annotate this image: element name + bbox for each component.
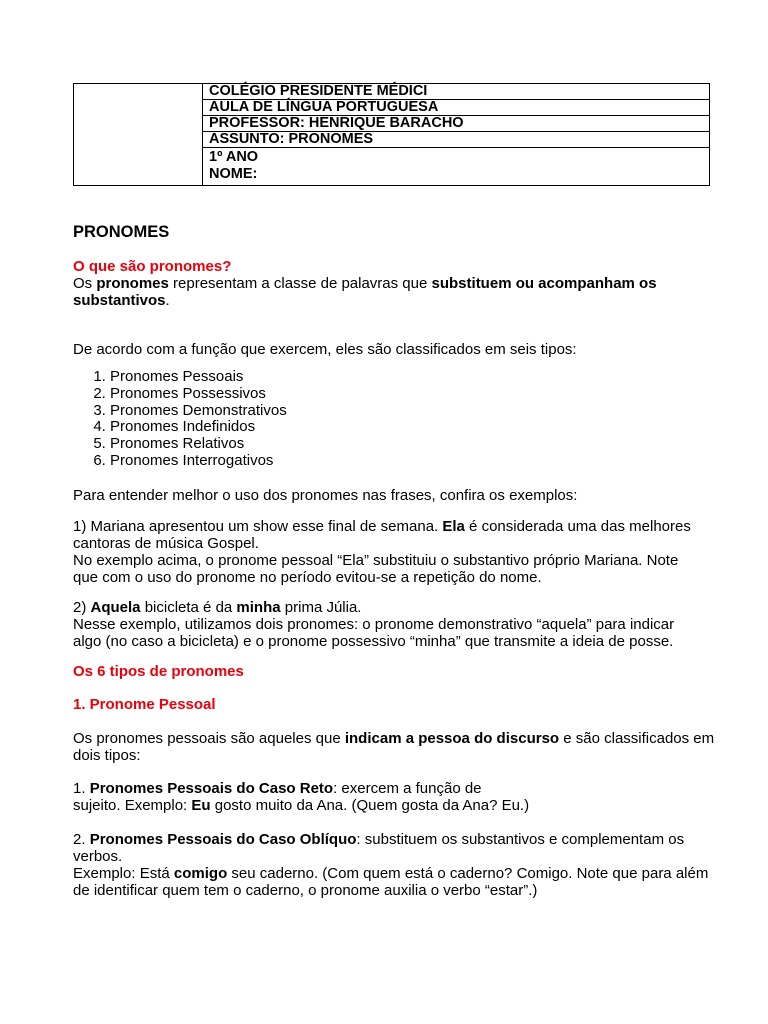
classification-text: De acordo com a função que exercem, eles são classificados em seis tipos: <box>73 341 577 358</box>
student-name-label: NOME: <box>209 166 258 182</box>
year: 1º ANO <box>209 149 259 165</box>
header-table <box>73 83 710 186</box>
list-item: 4. Pronomes Indefinidos <box>110 419 287 436</box>
reto-line-1: 1. Pronomes Pessoais do Caso Reto: exercem a função de <box>73 780 482 797</box>
example-2: 2) Aquela bicicleta é da minha prima Júlia. <box>73 599 362 616</box>
example-1: 1) Mariana apresentou um show esse final de semana. Ela é considerada uma das melhores cantoras de música Gospel. <box>73 518 691 552</box>
obliquo-paragraph: 2. Pronomes Pessoais do Caso Oblíquo: substituem os substantivos e complementam os verbos. <box>73 831 685 865</box>
list-item: 3. Pronomes Demonstrativos <box>110 403 287 420</box>
section-1-heading: 1. Pronome Pessoal <box>73 696 216 713</box>
list-item: 5. Pronomes Relativos <box>110 436 287 453</box>
list-item: 2. Pronomes Possessivos <box>110 386 287 403</box>
obliquo-example: Exemplo: Está comigo seu caderno. (Com quem está o caderno? Comigo. Note que para além de identificar quem tem o caderno, o pronome auxilia o verbo “estar”.) <box>73 865 709 899</box>
year-name-cell <box>203 148 710 186</box>
list-item: 1. Pronomes Pessoais <box>110 369 287 386</box>
logo-cell <box>74 84 203 186</box>
class-name: AULA DE LÍNGUA PORTUGUESA <box>203 100 710 116</box>
subject: ASSUNTO: PRONOMES <box>203 132 710 148</box>
example-1-explanation: No exemplo acima, o pronome pessoal “Ela” substituiu o substantivo próprio Mariana. Note que com o uso do pronome no período evitou-se a repetição do nome. <box>73 552 679 586</box>
reto-line-2: sujeito. Exemplo: Eu gosto muito da Ana. (Quem gosta da Ana? Eu.) <box>73 797 530 814</box>
six-types-heading: Os 6 tipos de pronomes <box>73 663 244 680</box>
personal-pronouns-paragraph: Os pronomes pessoais são aqueles que indicam a pessoa do discurso e são classificados em dois tipos: <box>73 730 715 764</box>
types-list <box>73 369 287 470</box>
example-2-explanation: Nesse exemplo, utilizamos dois pronomes: o pronome demonstrativo “aquela” para indicar algo (no caso a bicicleta) e o pronome possessivo “minha” que transmite a ideia de posse. <box>73 616 675 650</box>
list-item: 6. Pronomes Interrogativos <box>110 453 287 470</box>
school-name: COLÉGIO PRESIDENTE MÉDICI <box>203 84 710 100</box>
question-heading: O que são pronomes? <box>73 258 232 275</box>
page-title: PRONOMES <box>73 223 170 241</box>
teacher-name: PROFESSOR: HENRIQUE BARACHO <box>203 116 710 132</box>
intro-paragraph: Os pronomes representam a classe de palavras que substituem ou acompanham os substantivos. <box>73 275 657 309</box>
examples-intro: Para entender melhor o uso dos pronomes nas frases, confira os exemplos: <box>73 487 578 504</box>
